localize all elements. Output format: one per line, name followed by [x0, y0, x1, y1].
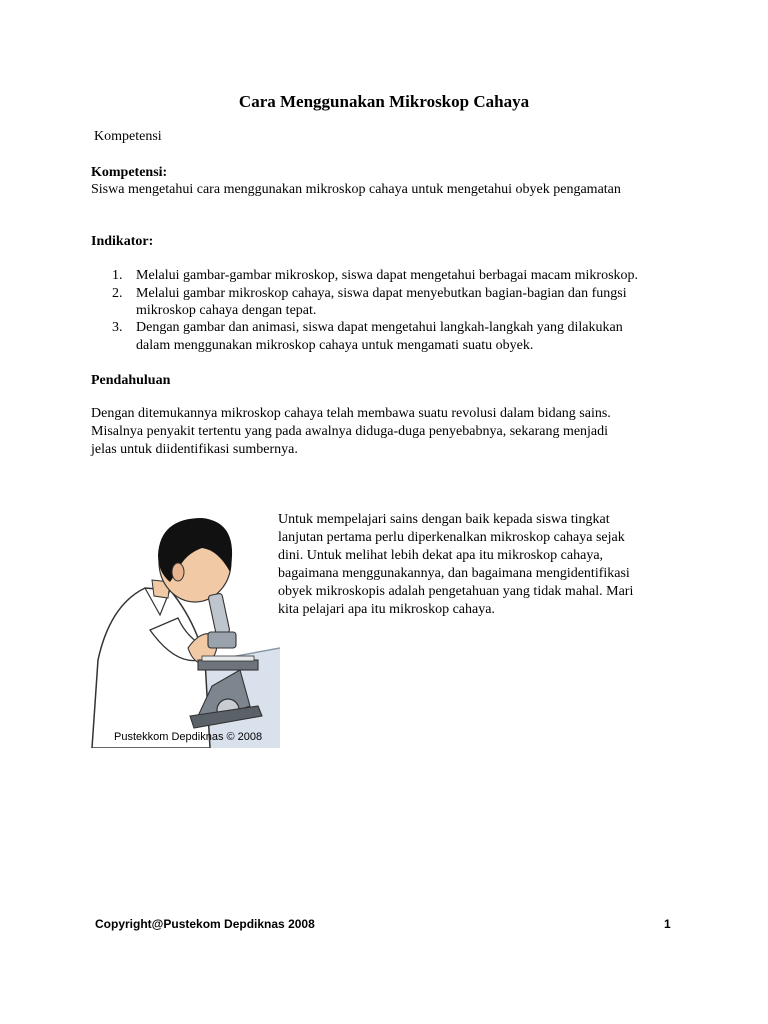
- page-number: 1: [664, 917, 671, 931]
- page-title: Cara Menggunakan Mikroskop Cahaya: [238, 92, 530, 111]
- pendahuluan-heading: Pendahuluan: [91, 373, 171, 388]
- list-item-number: 2.: [112, 286, 123, 301]
- paragraph-line: Dengan ditemukannya mikroskop cahaya telah membawa suatu revolusi dalam bidang sains.: [91, 406, 611, 421]
- paragraph-line: lanjutan pertama perlu diperkenalkan mikroskop cahaya sejak: [278, 530, 625, 545]
- section-label: Kompetensi: [94, 129, 162, 144]
- figure-caption: Pustekkom Depdiknas © 2008: [114, 731, 263, 743]
- paragraph-line: kita pelajari apa itu mikroskop cahaya.: [278, 602, 495, 617]
- list-item-text: mikroskop cahaya dengan tepat.: [136, 303, 317, 318]
- student-microscope-illustration: [90, 510, 280, 748]
- list-item-text: dalam menggunakan mikroskop cahaya untuk mengamati suatu obyek.: [136, 338, 534, 353]
- list-item-text: Melalui gambar mikroskop cahaya, siswa dapat menyebutkan bagian-bagian dan fungsi: [136, 286, 627, 301]
- list-item-text: Melalui gambar-gambar mikroskop, siswa dapat mengetahui berbagai macam mikroskop.: [136, 268, 639, 283]
- list-item-text: Dengan gambar dan animasi, siswa dapat mengetahui langkah-langkah yang dilakukan: [136, 320, 623, 335]
- indikator-heading: Indikator:: [91, 234, 154, 249]
- paragraph-line: bagaimana menggunakannya, dan bagaimana mengidentifikasi: [278, 566, 630, 581]
- kompetensi-heading: Kompetensi:: [91, 165, 168, 180]
- paragraph-line: dini. Untuk melihat lebih dekat apa itu mikroskop cahaya,: [278, 548, 604, 563]
- kompetensi-text: Siswa mengetahui cara menggunakan mikroskop cahaya untuk mengetahui obyek pengamatan: [91, 182, 621, 197]
- paragraph-line: obyek mikroskopis adalah pengetahuan yang tidak mahal. Mari: [278, 584, 634, 599]
- list-item-number: 1.: [112, 268, 123, 283]
- paragraph-line: Misalnya penyakit tertentu yang pada awalnya diduga-duga penyebabnya, sekarang menjadi: [91, 424, 609, 439]
- paragraph-line: Untuk mempelajari sains dengan baik kepada siswa tingkat: [278, 512, 610, 527]
- figure-student-microscope: [90, 510, 280, 748]
- list-item-number: 3.: [112, 320, 123, 335]
- paragraph-line: jelas untuk diidentifikasi sumbernya.: [91, 442, 298, 457]
- footer-copyright: Copyright@Pustekom Depdiknas 2008: [95, 917, 315, 931]
